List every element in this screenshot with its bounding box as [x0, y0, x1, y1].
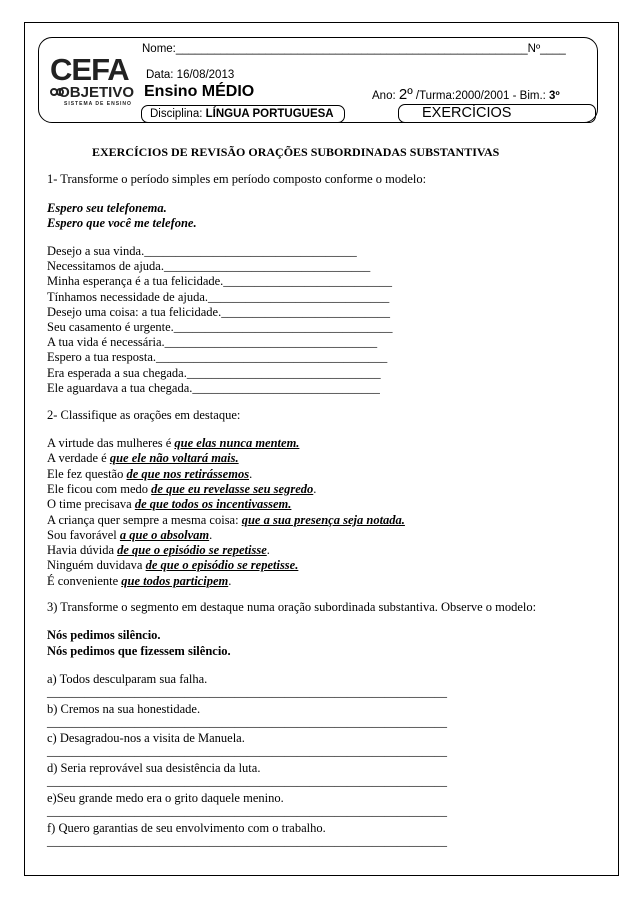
q1-item[interactable]: Era esperada a sua chegada._______________________________	[47, 365, 381, 380]
ano-turma	[372, 86, 560, 103]
disciplina-box	[141, 105, 345, 123]
turma-text: /Turma:2000/2001 - Bim.:	[412, 90, 550, 102]
q2-item-text: O time precisava	[47, 497, 135, 512]
q2-item	[47, 528, 212, 542]
q2-prompt: 2- Classifique as orações em destaque:	[47, 408, 241, 422]
q1-item[interactable]: Necessitamos de ajuda._________________________________	[47, 259, 371, 274]
q2-item	[47, 436, 299, 450]
q3-item: c) Desagradou-nos a visita de Manuela.	[47, 731, 245, 746]
bimestre-value: 3º	[549, 90, 560, 102]
numero-field[interactable]: Nº____	[527, 43, 566, 55]
q1-model-simple: Espero seu telefonema.	[47, 201, 167, 215]
disciplina-value: LÍNGUA PORTUGUESA	[205, 108, 334, 120]
q2-item-text: Havia dúvida	[47, 543, 118, 558]
q2-item-text: A virtude das mulheres é	[47, 436, 175, 450]
q2-item-text: É conveniente	[47, 573, 122, 588]
q2-item-text: A verdade é	[47, 451, 110, 466]
q1-prompt: 1- Transforme o período simples em período composto conforme o modelo:	[47, 172, 427, 186]
q2-item-end: .	[249, 466, 253, 481]
q2-item	[47, 543, 270, 557]
q2-highlighted-clause: que todos participem	[121, 573, 229, 588]
exercicios-box: EXERCÍCIOS	[398, 104, 596, 123]
q3-item: f) Quero garantias de seu envolvimento com o trabalho.	[47, 820, 326, 835]
q2-item	[47, 482, 316, 496]
q3-model-original: Nós pedimos silêncio.	[47, 628, 161, 642]
q2-highlighted-clause: que a sua presença seja notada.	[241, 512, 405, 527]
q2-highlighted-clause: a que o absolvam	[119, 527, 210, 542]
q2-highlighted-clause: de que o episódio se repetisse.	[145, 558, 299, 573]
q2-highlighted-clause: de que eu revelasse seu segredo	[151, 481, 314, 496]
q1-item[interactable]: Minha esperança é a tua felicidade.___________________________	[47, 274, 393, 289]
nome-field[interactable]	[142, 43, 566, 55]
q1-item[interactable]: Seu casamento é urgente.___________________________________	[47, 320, 393, 334]
ensino-level: Ensino MÉDIO	[144, 83, 255, 100]
q2-item	[47, 513, 405, 527]
q1-item[interactable]: Tínhamos necessidade de ajuda._____________________________	[47, 289, 390, 304]
q1-item[interactable]: Espero a tua resposta._____________________________________	[47, 350, 388, 365]
q2-item-end: .	[209, 527, 213, 542]
q2-item-text: Ele ficou com medo	[47, 481, 152, 496]
q2-highlighted-clause: de que todos os incentivassem.	[134, 497, 292, 512]
q2-item-text: Ele fez questão	[47, 466, 127, 481]
q2-item	[47, 451, 239, 465]
q2-highlighted-clause: que ele não voltará mais.	[109, 451, 239, 466]
logo-objetivo-text: OBJETIVO	[58, 84, 134, 101]
school-logo	[50, 52, 134, 123]
logo-objetivo	[50, 85, 134, 101]
q2-highlighted-clause: de que nos retirássemos	[126, 466, 250, 481]
nome-label: Nome:	[142, 43, 176, 55]
disciplina-label: Disciplina:	[150, 108, 206, 120]
q1-item[interactable]: Desejo uma coisa: a tua felicidade.___________________________	[47, 304, 390, 319]
q3-model-transformed: Nós pedimos que fizessem silêncio.	[47, 644, 231, 658]
q2-item	[47, 467, 252, 481]
q3-answer-line[interactable]: ________________________________________________________________	[47, 714, 447, 729]
q3-item: b) Cremos na sua honestidade.	[47, 701, 201, 716]
q2-item-text: Sou favorável	[47, 527, 120, 542]
q1-item[interactable]: Ele aguardava a tua chegada.______________________________	[47, 380, 380, 395]
objetivo-mark-icon	[50, 87, 56, 99]
q3-item: a) Todos desculparam sua falha.	[47, 672, 208, 686]
nome-blank[interactable]: _______________________________________________________	[175, 43, 528, 55]
q2-item-end: .	[228, 573, 232, 588]
logo-subtitle: SISTEMA DE ENSINO	[64, 101, 132, 107]
q3-prompt: 3) Transforme o segmento em destaque numa oração subordinada substantiva. Observe o modelo:	[47, 600, 537, 614]
ano-label: Ano:	[372, 90, 399, 102]
q3-answer-line[interactable]: ________________________________________________________________	[47, 685, 447, 699]
logo-cefa: CEFA	[50, 52, 129, 87]
date: Data: 16/08/2013	[146, 69, 235, 81]
q2-item-end: .	[266, 543, 270, 558]
q3-item: e)Seu grande medo era o grito daquele menino.	[47, 790, 284, 805]
q2-item	[47, 558, 298, 572]
q2-item	[47, 497, 291, 511]
q2-item-text: Ninguém duvidava	[47, 558, 146, 573]
q1-model-composto: Espero que você me telefone.	[47, 216, 197, 230]
q2-item-text: A criança quer sempre a mesma coisa:	[47, 512, 242, 527]
page-title: EXERCÍCIOS DE REVISÃO ORAÇÕES SUBORDINADAS SUBSTANTIVAS	[92, 145, 500, 159]
ano-value: 2º	[398, 86, 413, 103]
q3-answer-line[interactable]: ________________________________________________________________	[47, 803, 447, 818]
q3-answer-line[interactable]: ________________________________________________________________	[47, 774, 447, 789]
q2-item	[47, 574, 231, 588]
q2-item-end: .	[313, 481, 317, 496]
q1-item[interactable]: A tua vida é necessária.__________________________________	[47, 335, 378, 350]
q3-item: d) Seria reprovável sua desistência da luta.	[47, 761, 261, 776]
q2-highlighted-clause: de que o episódio se repetisse	[117, 543, 267, 558]
q3-answer-line[interactable]: ________________________________________________________________	[47, 744, 447, 759]
q2-highlighted-clause: que elas nunca mentem.	[174, 436, 300, 450]
q1-item[interactable]: Desejo a sua vinda.__________________________________	[47, 244, 357, 258]
q3-answer-line[interactable]: ________________________________________________________________	[47, 833, 447, 848]
